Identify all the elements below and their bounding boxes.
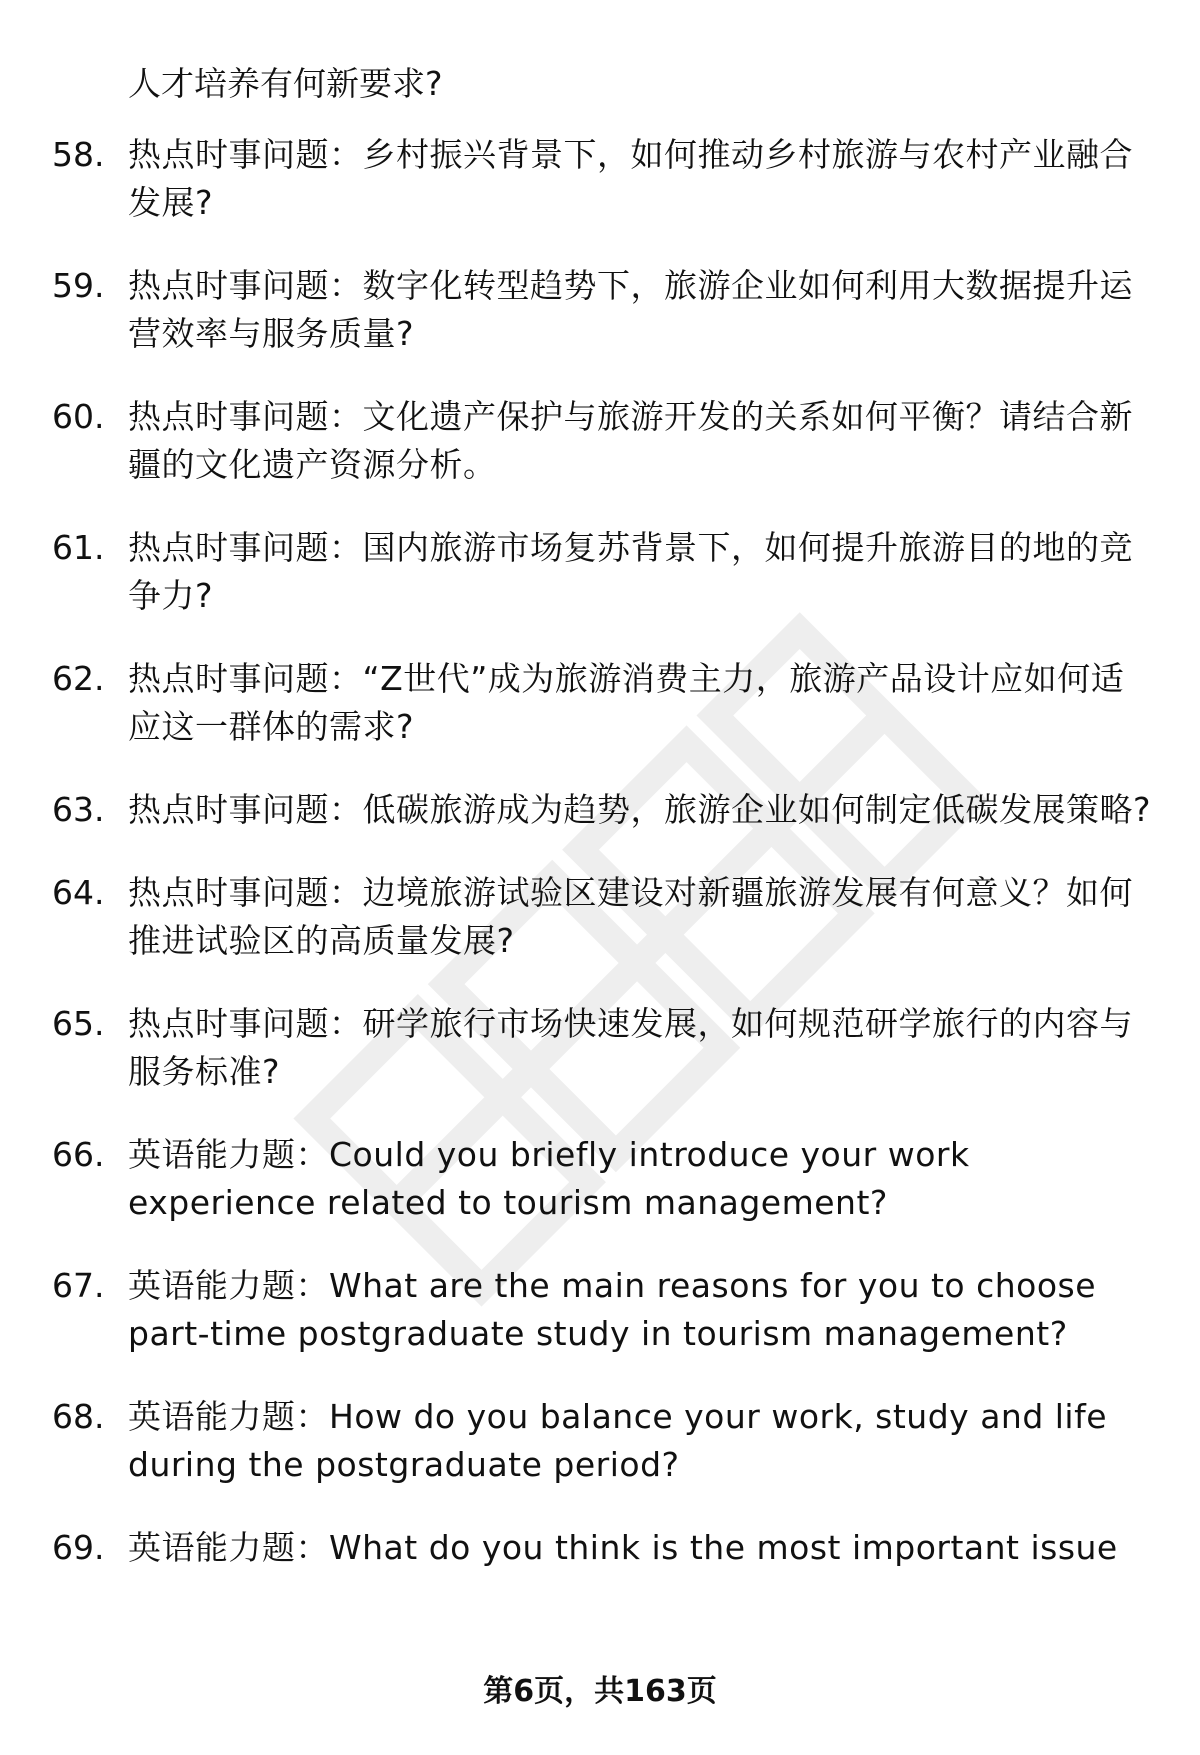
continuation-line — [52, 60, 1200, 108]
list-item — [52, 1393, 1152, 1489]
item-number: 60. — [52, 397, 105, 436]
item-text: 英语能力题：What do you think is the most important issue — [128, 1528, 1118, 1567]
list-item — [52, 262, 1152, 358]
item-text: 热点时事问题：边境旅游试验区建设对新疆旅游发展有何意义？如何推进试验区的高质量发展? — [128, 873, 1133, 960]
continuation-text: 人才培养有何新要求? — [128, 64, 443, 103]
list-item — [52, 786, 1152, 834]
item-text: 热点时事问题：国内旅游市场复苏背景下，如何提升旅游目的地的竞争力? — [128, 528, 1133, 615]
list-item — [52, 1524, 1152, 1572]
item-number: 63. — [52, 790, 105, 829]
item-text: 热点时事问题：研学旅行市场快速发展，如何规范研学旅行的内容与服务标准? — [128, 1004, 1133, 1091]
item-number: 69. — [52, 1528, 105, 1567]
list-item — [52, 1000, 1152, 1096]
item-number: 65. — [52, 1004, 105, 1043]
item-number: 58. — [52, 135, 105, 174]
item-text: 英语能力题：What are the main reasons for you to choose part-time postgraduate study in tourism management? — [128, 1266, 1097, 1353]
item-number: 59. — [52, 266, 105, 305]
list-item — [52, 524, 1152, 620]
list-item — [52, 869, 1152, 965]
item-number: 61. — [52, 528, 105, 567]
item-text: 热点时事问题：文化遗产保护与旅游开发的关系如何平衡？请结合新疆的文化遗产资源分析。 — [128, 397, 1133, 484]
list-item — [52, 1262, 1152, 1358]
list-item — [52, 1131, 1152, 1227]
question-list — [52, 131, 1152, 1607]
list-item — [52, 655, 1152, 751]
item-number: 68. — [52, 1397, 105, 1436]
item-text: 英语能力题：How do you balance your work, study and life during the postgraduate period? — [128, 1397, 1108, 1484]
item-number: 62. — [52, 659, 105, 698]
page-footer: 第6页，共163页 — [483, 1674, 717, 1709]
list-item — [52, 131, 1152, 227]
item-number: 64. — [52, 873, 105, 912]
item-text: 热点时事问题：“Z世代”成为旅游消费主力，旅游产品设计应如何适应这一群体的需求? — [128, 659, 1125, 746]
list-item — [52, 393, 1152, 489]
item-text: 热点时事问题：数字化转型趋势下，旅游企业如何利用大数据提升运营效率与服务质量? — [128, 266, 1133, 353]
item-number: 67. — [52, 1266, 105, 1305]
item-text: 热点时事问题：乡村振兴背景下，如何推动乡村旅游与农村产业融合发展? — [128, 135, 1133, 222]
item-text: 热点时事问题：低碳旅游成为趋势，旅游企业如何制定低碳发展策略? — [128, 790, 1152, 829]
item-number: 66. — [52, 1135, 105, 1174]
item-text: 英语能力题：Could you briefly introduce your work experience related to tourism management? — [128, 1135, 970, 1222]
